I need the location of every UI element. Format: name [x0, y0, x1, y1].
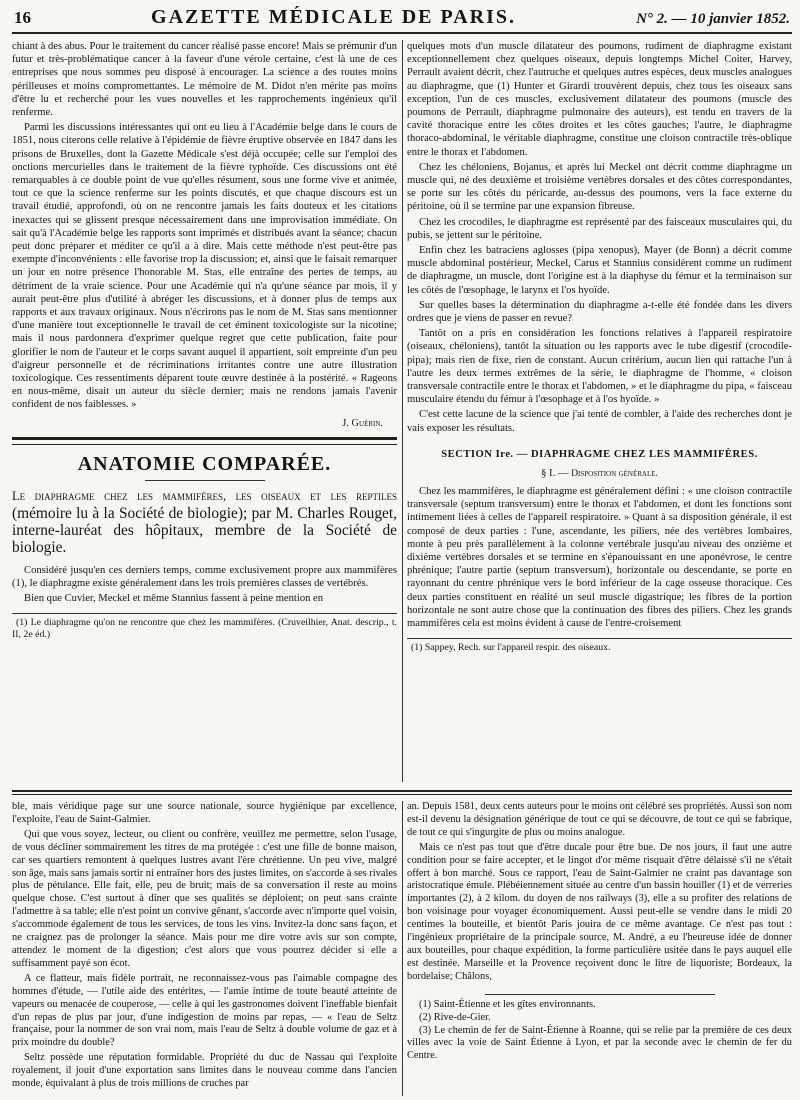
issue-date: N° 2. — 10 janvier 1852. [636, 11, 790, 27]
paragraph: Tantôt on a pris en considération les fonctions relatives à l'appareil respiratoire (oiseaux, chéloniens), tantôt la situation ou les rapports avec le tube digestif (crocodile-pipa); mais rien de fixe, rien de constant. Aucun critérium, aucun lien qui rattache l'un à l'autre les deux termes extrêmes de la série, le diaphragme de l'homme, « cloison transversale contractile entre le thorax et l'abdomen, » et le diaphragme du pipa, « faisceau musculaire étendu du fémur à l'œsophage et à l'os hyoïde. » [407, 328, 792, 406]
paragraph: an. Depuis 1581, deux cents auteurs pour le moins ont célébré ses propriétés. Aussi son nom est-il devenu la désignation générique de tout ce qui se découvre, de tout ce qui se fabrique, de tout ce qui s'ingurgite de plus ou moins analogue. [407, 801, 792, 838]
paragraph: Chez les chéloniens, Bojanus, et après lui Meckel ont décrit comme diaphragme un muscle qui, né des deuxième et troisième vertèbres dorsales et des côtes correspondantes, se porte sur les côtés du péricarde, au-dessus des poumons, vers la face externe du péritoine, où il se termine par une expansion fibreuse. [407, 161, 792, 213]
feuilleton [12, 801, 792, 1096]
footnote: (2) Rive-de-Gier. [419, 1011, 491, 1023]
paragraph: Qui que vous soyez, lecteur, ou client ou confrère, veuillez me permettre, selon l'usage, de vous décliner sommairement les titres de ma protégée : c'est une fille de bonne maison, car ses quartiers remontent à quelques lustres avant l'ère chrétienne. Un peu vive, malgré son âge, mais sans jamais sortir ni entraîner hors des justes limites, on s'accorde à ses rivales plus de pétulance. Elle fait, elle, peu de bruit; mais de sa conversation il reste au moins quelque chose. C'est surtout à dîner que ses qualités se déploient; on peut sans crainte l'admettre à sa table; elle n'est point un convive gênant, s'accorde avec n'importe quel voisin, s'accommode également de tous les services, de tous les vins. Invitez-la donc sans façon, et ne craignez pas de prolonger la séance. Mais pour me dire votre avis sur son compte, attendez le moment de la digestion; c'est alors que vous pourrez décider si elle a suffisamment payé son écot. [12, 828, 397, 969]
paragraph: A ce flatteur, mais fidèle portrait, ne reconnaissez-vous pas l'aimable compagne des hommes d'étude, — l'utile aide des entérites, — l'amie intime de toute beauté atteinte de vapeurs ou menacée de couperose, — celle à qui les gastronomes doivent l'ineffable bienfait d'un repas de plus par jour, d'une indigestion de moins par repas, — « l'eau de Seltz française, pour la nommer de son vrai nom, mais l'eau de Seltz à double volume de gaz et à prix moindre du double? [12, 972, 397, 1049]
article-heading-rest: (mémoire lu à la Société de biologie); par M. Charles Rouget, interne-lauréat des hôpitaux, membre de la Société de biologie. [12, 504, 397, 556]
footnote-rule [12, 613, 397, 614]
paragraph: Mais ce n'est pas tout que d'être ducale pour être bue. De nos jours, il faut une autre condition pour se faire accepter, et le lingot d'or même risquait d'être délaissé s'il ne s'était offert à bon marché. Sous ce rapport, l'eau de Saint-Galmier ne craint pas davantage son aristocratique émule. Plébéiennement située au centre d'un bassin houiller (1) et de verreries importantes (2), à 2 kilom. du doyen de nos railways (3), elle a su profiter des relations de bon voisinage pour voyager économiquement. Aussi peut-elle se vendre dans le midi 20 centimes la bouteille, et bientôt Paris jouira de ce même avantage. Ce n'est pas tout : l'ingénieux propriétaire de la principale source, M. André, a eu l'heureuse idée de donner aux bouteilles, pour chaque expédition, la forme particulière usitée dans le pays auquel elle est destinée. Marseille et la Provence reçoivent donc le litre de liquoriste; Bordeaux, la bordelaise; Châlons, [407, 841, 792, 982]
section-title: ANATOMIE COMPARÉE. [77, 452, 332, 475]
newspaper-page [12, 6, 792, 1096]
section-heading: SECTION Ire. — DIAPHRAGME CHEZ LES MAMMIFÈRES. [441, 448, 758, 460]
article-heading [12, 487, 397, 556]
footnote-rule [485, 994, 715, 995]
paragraph: quelques mots d'un muscle dilatateur des poumons, rudiment de diaphragme existant exceptionnellement chez quelques oiseaux, depuis longtemps Michel Coiter, Harvey, Perrault avaient décrit, chez l'autruche et quelques autres espèces, deux muscles analogues au diaphragme, que (1) Hunter et Girardi trouvèrent depuis, chez tous les oiseaux sans exception, l'un de ces muscles, exclusivement dilatateur des poumons (muscle des poumons de Perrault, diaphragme pulmonaire des auteurs), est tendu en travers de la cavité thoracique entre les côtes droites et les côtes gauches; l'autre, le diaphragme thoraco-abdominal, le véritable diaphragme, constitue une cloison contractile très-oblique entre le thorax et l'abdomen. [407, 41, 792, 158]
feuilleton-rule-thin [12, 794, 792, 795]
left-column [12, 40, 397, 782]
paragraph: Considéré jusqu'en ces derniers temps, comme exclusivement propre aux mammifères (1), le diaphragme existe généralement dans les trois premières classes de vertébrés. [12, 564, 397, 589]
signature: J. Guérin. [342, 417, 383, 429]
journal-title: GAZETTE MÉDICALE DE PARIS. [151, 6, 517, 28]
paragraph: Bien que Cuvier, Meckel et même Stannius fassent à peine mention en [24, 593, 324, 605]
page-number: 16 [14, 8, 31, 27]
paragraph: Chez les mammifères, le diaphragme est généralement défini : « une cloison contractile transversale (septum transversum) entre le thorax et l'abdomen, et dont les fonctions sont intimement liées à celles de l'appareil respiratoire. » Quant à sa disposition générale, il est composé de deux parties : l'une, ascendante, les piliers, née des vertèbres lombaires, monte à peu près parallèlement à la colonne vertébrale jusqu'au niveau des onzième et dixième vertèbres dorsales et se termine en s'épanouissant en une aponévrose, le centre phrénique; l'autre partie (septum transversum), horizontale ou descendante, se porte en rayonnant du centre phrénique vers le bord inférieur de la cage osseuse thoracique. Ces deux parties constituent en réalité un seul muscle digastrique; les fibres de la portion horizontale ne sont autre chose que la continuation des fibres des piliers. Chez les grands mammifères cela est moins évident à cause de l'entre-croisement [407, 485, 792, 629]
double-rule [12, 437, 397, 445]
page-header [12, 6, 792, 34]
upper-columns [12, 40, 792, 782]
right-column [407, 40, 792, 782]
article-heading-caps: Le diaphragme chez les mammifères, les oiseaux et les reptiles [12, 488, 397, 503]
subsection-heading [407, 468, 792, 479]
footnote: (3) Le chemin de fer de Saint-Étienne à Roanne, qui se relie par la première de ces deux villes avec la voie de Saint Étienne à Lyon, et par la seconde avec le chemin de fer du Centre. [407, 1024, 792, 1062]
footnote: (1) Sappey, Rech. sur l'appareil respir. des oiseaux. [411, 642, 611, 654]
paragraph: C'est cette lacune de la science que j'ai tenté de combler, à l'aide des recherches dont je vais exposer les résultats. [407, 409, 792, 434]
paragraph: chiant à des abus. Pour le traitement du cancer réalisé passe encore! Mais se prémunir d'un futur et très-problématique cancer à la faveur d'une vérole certaine, c'est là une de ces entreprises que nous sommes peu disposé à encourager. La science a des routes moins périlleuses et moins compromettantes. Le mémoire de M. Didot n'en mérite pas moins d'être lu et recherché pour les vues nouvelles et les rapprochements ingénieux qu'il renferme. [12, 41, 397, 119]
column-divider [402, 801, 403, 1096]
subsection-label: Disposition générale. [571, 467, 658, 479]
paragraph: Chez les crocodiles, le diaphragme est représenté par des faisceaux musculaires qui, du pubis, se jettent sur le péritoine. [407, 216, 792, 241]
paragraph: Parmi les discussions intéressantes qui ont eu lieu à l'Académie belge dans le cours de 1851, nous citerons celle relative à l'épidémie de fièvre éruptive observée en 1847 dans les prisons de Bruxelles, dont la Gazette Médicale s'est déjà occupée; celle sur l'emploi des onctions mercurielles dans le traitement de la fièvre typhoïde. Ces discussions ont été remarquables à ce double point de vue qu'elles résument, sous une forme vive et animée, tout ce que la science renferme sur les points discutés, et que chaque discours est un travail étudié, approfondi, où on ne rencontre jamais les faits douteux et les citations inexactes qui se glissent presque nécessairement dans une improvisation immédiate. On sait qu'à l'Académie belge les rapports sont imprimés et distribués avant la séance; chacun peut donc préparer et méditer ce qu'il a à dire. Mais cette méthode n'est peut-être pas exempte d'inconvénients : elle favorise trop la discussion; et, ainsi que le faisait remarquer un jour en notre présence l'honorable M. Stas, elle entraîne des pertes de temps, au détriment de la vraie science. Pour une Académie qui n'a qu'une séance par mois, il y aurait peut-être plus d'utilité à abréger les discussions, et à donner plus de temps aux rapports et aux travaux originaux. Nous n'écrirons pas le nom de M. Stas sans mentionner d'une manière tout exceptionnelle le travail de cet éminent toxicologiste sur la nicotine; mais il nous pardonnera d'exprimer quelque regret que cette publication, faite pour glorifier le nom de l'auteur et le corps savant auquel il appartient, soit empreinte d'un peu d'aigreur personnelle et de récriminations irritantes contre une autre illustration toxicologique. Ces ressentiments déparent toute œuvre destinée à la postérité. « Rageons en nous-même, disait un auteur du siècle dernier; mais ne rendons jamais l'avenir confident de nos faiblesses. » [12, 122, 397, 411]
footnote: (1) Le diaphragme qu'on ne rencontre que chez les mammifères. (Cruveilhier, Anat. descrip., t. II, 2e éd.) [12, 617, 397, 641]
paragraph: Sur quelles bases la détermination du diaphragme a-t-elle été fondée dans les divers ordres que je viens de passer en revue? [407, 299, 792, 325]
paragraph: Seltz possède une réputation formidable. Propriété du duc de Nassau qui l'exploite royalement, il jouit d'une exportation sans limites dans le nouveau comme dans l'ancien monde, équivalant à plus de trois millions de cruches par [12, 1052, 397, 1090]
footnote: (1) Saint-Étienne et les gîtes environnants. [419, 998, 596, 1010]
feuilleton-rule [12, 790, 792, 792]
feuilleton-left-column [12, 801, 397, 1096]
paragraph: Enfin chez les batraciens aglosses (pipa xenopus), Mayer (de Bonn) a décrit comme muscle abdominal postérieur, Meckel, Carus et Stannius considèrent comme un rudiment de diaphragme, un muscle, dont l'origine est à la diaphyse du fémur et la terminaison sur les côtés de l'œsophage, le larynx et l'os hyoïde. [407, 245, 792, 296]
subsection-number: § I. — [541, 467, 569, 479]
title-underline [145, 480, 265, 481]
feuilleton-right-column [407, 801, 792, 1096]
paragraph: ble, mais véridique page sur une source nationale, source hygiénique par excellence, l'exploite, l'eau de Saint-Galmier. [12, 801, 397, 825]
column-divider [402, 40, 403, 782]
footnote-rule [407, 638, 792, 639]
